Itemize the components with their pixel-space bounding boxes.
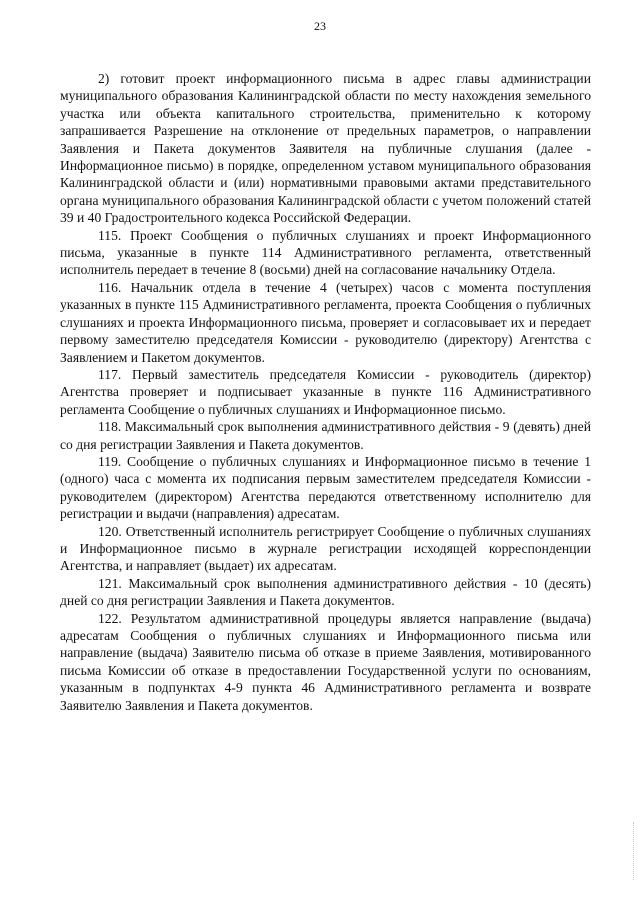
paragraph-item-116: 116. Начальник отдела в течение 4 (четырех) часов с момента поступления указанных в пункте 115 Административного регламента, проекта Сообщения о публичных слушаниях и проекта Информационного письма, проверяет и согласовывает их и передает первому заместителю председателя Комиссии - руководителю (директору) Агентства с Заявлением и Пакетом документов. [60, 279, 591, 365]
page-number: 23 [314, 19, 326, 33]
paragraph-item-115: 115. Проект Сообщения о публичных слушаниях и проект Информационного письма, указанные в пункте 114 Административного регламента, ответственный исполнитель передает в течение 8 (восьми) дней на согласование начальнику Отдела. [60, 227, 591, 278]
paragraph-item-2: 2) готовит проект информационного письма в адрес главы администрации муниципального образования Калининградской области по месту нахождения земельного участка или объекта капитального строительства, применительно к которому запрашивается Разрешение на отклонение от предельных параметров, о направлении Заявления и Пакета документов Заявителя на публичные слушания (далее - Информационное письмо) в порядке, определенном уставом муниципального образования Калининградской области и (или) нормативными правовыми актами представительного органа муниципального образования Калининградской области с учетом положений статей 39 и 40 Градостроительного кодекса Российской Федерации. [60, 71, 591, 226]
scan-edge-marks [633, 822, 636, 880]
paragraph-item-117: 117. Первый заместитель председателя Комиссии - руководитель (директор) Агентства проверяет и подписывает указанные в пункте 116 Административного регламента Сообщение о публичных слушаниях и Информационное письмо. [60, 366, 591, 417]
paragraph-item-119: 119. Сообщение о публичных слушаниях и Информационное письмо в течение 1 (одного) часа с момента их подписания первым заместителем председателя Комиссии - руководителем (директором) Агентства передаются ответственному исполнителю для регистрации и выдачи (направления) адресатам. [60, 453, 591, 522]
document-body [60, 70, 591, 714]
paragraph-item-121: 121. Максимальный срок выполнения административного действия - 10 (десять) дней со дня регистрации Заявления и Пакета документов. [60, 575, 591, 609]
paragraph-item-118: 118. Максимальный срок выполнения административного действия - 9 (девять) дней со дня регистрации Заявления и Пакета документов. [60, 419, 591, 452]
paragraph-item-122: 122. Результатом административной процедуры является направление (выдача) адресатам Сообщения о публичных слушаниях и Информационного письма или направление (выдача) Заявителю письма об отказе в приеме Заявления, мотивированного письма Комиссии об отказе в предоставлении Государственной услуги по основаниям, указанным в подпунктах 4-9 пункта 46 Административного регламента и возврате Заявителю Заявления и Пакета документов. [60, 610, 591, 713]
paragraph-item-120: 120. Ответственный исполнитель регистрирует Сообщение о публичных слушаниях и Информационное письмо в журнале регистрации исходящей корреспонденции Агентства, и направляет (выдает) их адресатам. [60, 523, 591, 574]
